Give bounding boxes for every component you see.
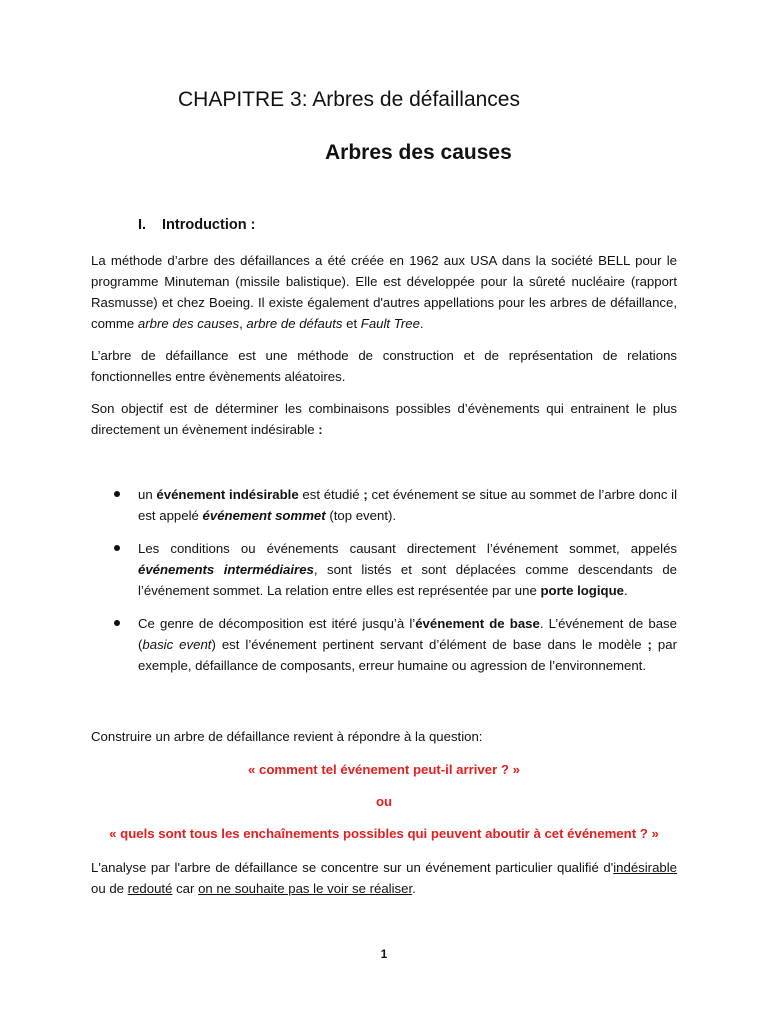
colon: : (318, 422, 323, 437)
chapter-title: CHAPITRE 3: Arbres de défaillances (178, 88, 520, 111)
text: ) est l’événement pertinent servant d’élément de base dans le modèle (211, 637, 648, 652)
bold-italic-term: événements intermédiaires (138, 562, 314, 577)
italic-term: basic event (142, 637, 212, 652)
list-item (110, 484, 677, 526)
paragraph-analysis (91, 857, 677, 899)
chapter-subtitle: Arbres des causes (325, 141, 512, 164)
bullet-list (110, 484, 677, 688)
page-number: 1 (380, 947, 388, 961)
text: Les conditions ou événements causant directement l’événement sommet, appelés (138, 541, 677, 556)
question-or: ou (375, 794, 393, 809)
underlined-phrase: on ne souhaite pas le voir se réaliser (198, 881, 413, 896)
paragraph-objective (91, 398, 677, 440)
section-heading (138, 217, 255, 233)
paragraph-text: La méthode d’arbre des défaillances a été créée en 1962 aux USA dans la société BELL pour le programme Minuteman (missile balistique). Elle est développée pour la sûreté nucléaire (rapport Rasmusse) et chez Boeing. Il existe également d'autres appellations pour les arbres de défaillance, comme (91, 253, 677, 331)
paragraph-question-intro: Construire un arbre de défaillance revient à répondre à la question: (91, 729, 483, 744)
term-arbre-des-causes: arbre des causes (137, 316, 240, 331)
paragraph-history (91, 250, 677, 334)
underlined-term: redouté (127, 881, 173, 896)
text: par exemple, défaillance de composants, erreur humaine ou agression de l’environnement. (138, 637, 677, 673)
text: (top event). (325, 508, 397, 523)
separator: , (239, 316, 247, 331)
text: cet événement se situe au sommet de l’arbre donc il est appelé (138, 487, 677, 523)
text: est étudié (298, 487, 364, 502)
text: , sont listés et sont déplacées comme descendants de l’événement sommet. La relation entre elles est représentée par une (138, 562, 677, 598)
text: Ce genre de décomposition est itéré jusqu’à l’ (138, 616, 416, 631)
bullet-icon (114, 491, 120, 497)
list-item (110, 613, 677, 676)
period: . (412, 881, 416, 896)
text: car (172, 881, 199, 896)
bold-term: événement de base (415, 616, 540, 631)
paragraph-definition: L’arbre de défaillance est une méthode de construction et de représentation de relations fonctionnelles entre évènements aléatoires. (91, 348, 677, 384)
bullet-icon (114, 545, 120, 551)
list-item (110, 538, 677, 601)
bullet-icon (114, 620, 120, 626)
period: . (419, 316, 424, 331)
separator: et (342, 316, 361, 331)
bold-italic-term: événement sommet (202, 508, 326, 523)
text: ou de (91, 881, 128, 896)
bold-term: porte logique (540, 583, 624, 598)
section-number: I. (138, 217, 147, 233)
bold-punct: ; (647, 637, 652, 652)
question-1: « comment tel événement peut-il arriver ? » (248, 762, 520, 777)
section-title: Introduction : (162, 217, 256, 233)
text: . L’événement de base ( (138, 616, 677, 652)
text: un (138, 487, 157, 502)
term-arbre-de-defauts: arbre de défauts (246, 316, 343, 331)
text: L'analyse par l'arbre de défaillance se concentre sur un événement particulier qualifié d' (91, 860, 614, 875)
term-fault-tree: Fault Tree (360, 316, 420, 331)
bold-punct: ; (363, 487, 368, 502)
bold-term: événement indésirable (156, 487, 299, 502)
underlined-term: indésirable (613, 860, 677, 875)
paragraph-text: Son objectif est de déterminer les combinaisons possibles d’évènements qui entrainent le plus directement un évènement indésirable (91, 401, 677, 437)
text: . (623, 583, 628, 598)
question-2: « quels sont tous les enchaînements possibles qui peuvent aboutir à cet événement ? » (109, 826, 659, 841)
